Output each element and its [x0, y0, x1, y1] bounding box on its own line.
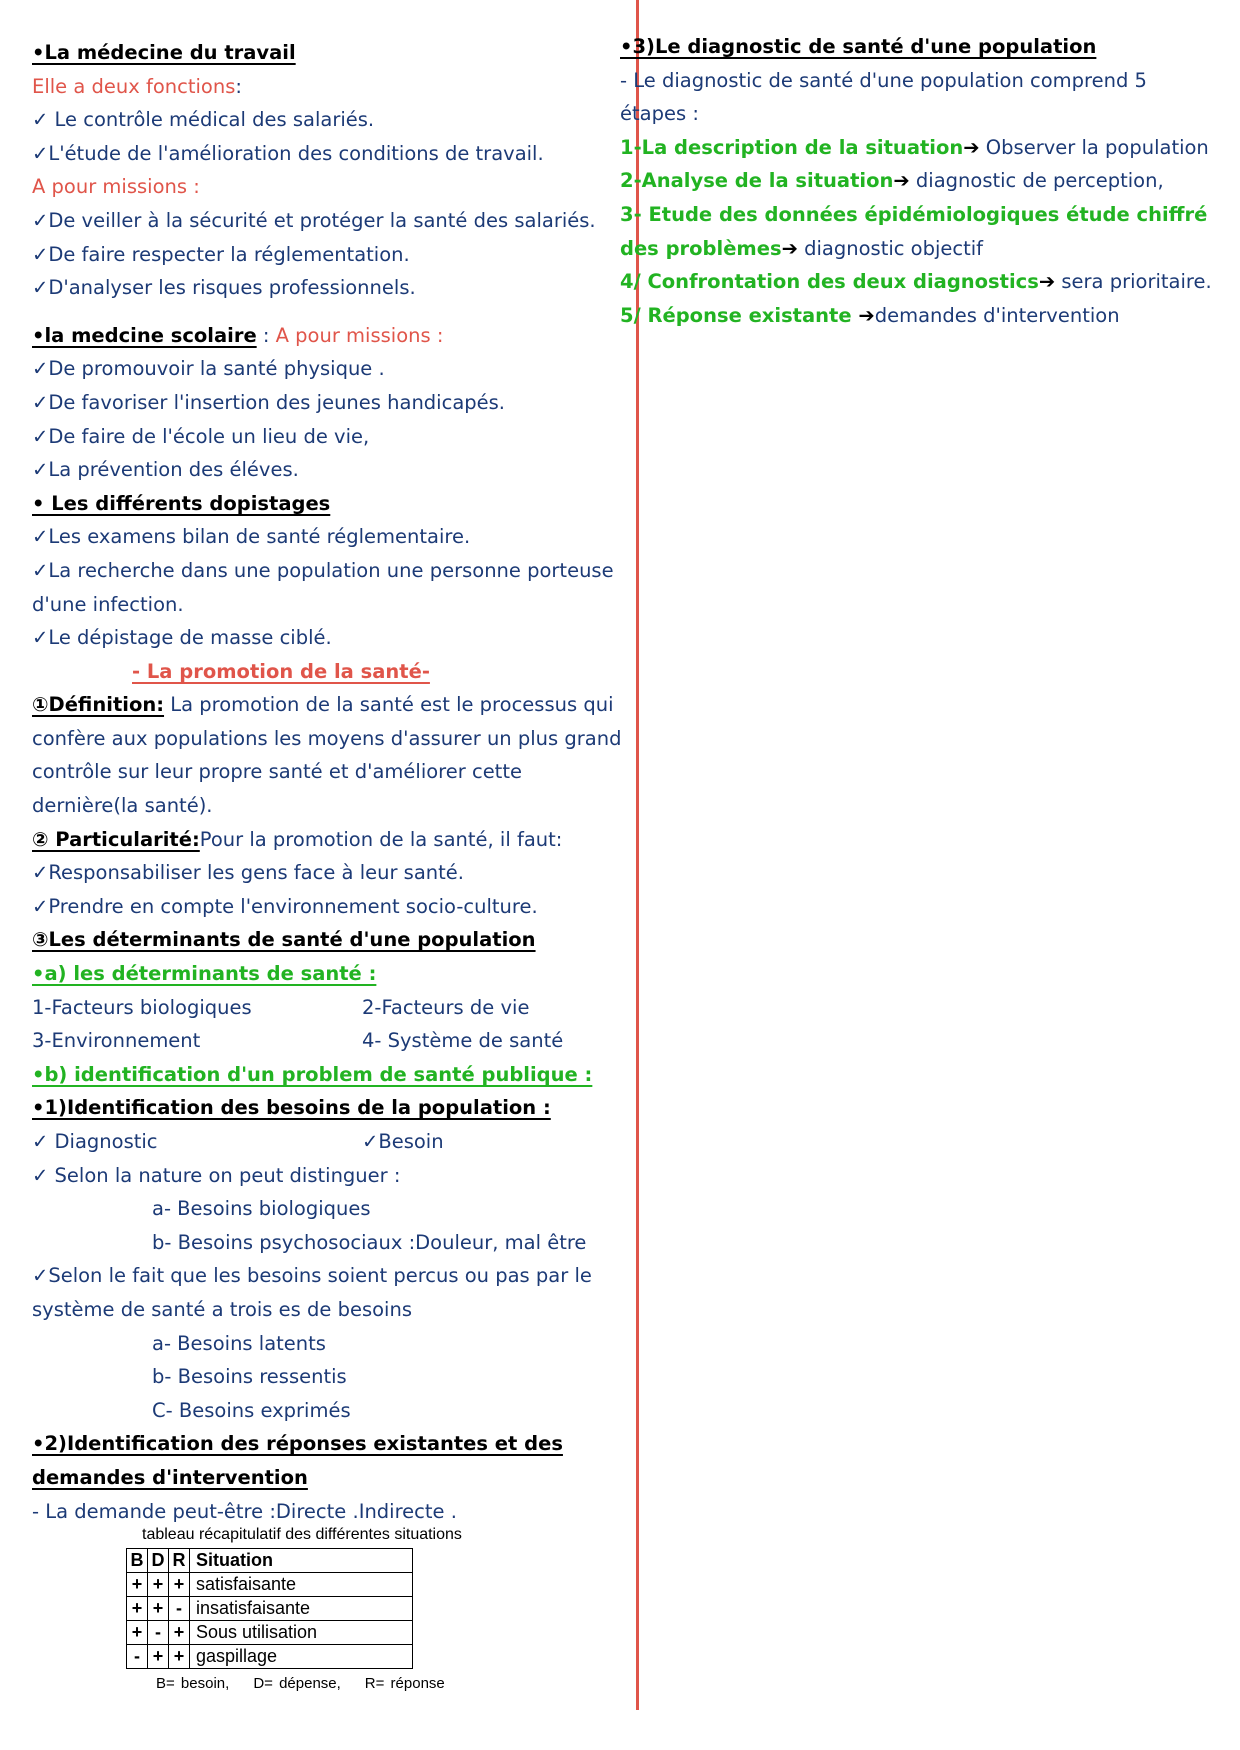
section-title [32, 319, 624, 353]
determinants-row [32, 1024, 624, 1058]
list-item: ✓De faire respecter la réglementation. [32, 242, 410, 266]
summary-table [126, 1548, 413, 1669]
section-title-text: • Les différents dopistages [32, 491, 331, 515]
promotion-heading-text: - La promotion de la santé- [132, 659, 430, 683]
arrow-icon: ➔ [893, 169, 910, 193]
table-row [127, 1621, 413, 1645]
table-header: Situation [190, 1549, 413, 1573]
step-line [620, 198, 1220, 232]
pair-item: ✓ Diagnostic [32, 1130, 158, 1153]
list-item: ✓De veiller à la sécurité et protéger la santé des salariés. [32, 208, 596, 232]
subsection-title [32, 1058, 624, 1092]
section-title [32, 923, 624, 957]
step-line [620, 265, 1220, 299]
section-title [32, 487, 624, 521]
list-item: ✓De favoriser l'insertion des jeunes handicapés. [32, 390, 506, 414]
section-title-text: •2)Identification des réponses existantes et des [32, 1432, 563, 1456]
list-item: ✓Responsabiliser les gens face à leur santé. [32, 861, 464, 885]
determinant-item: 2-Facteurs de vie [362, 995, 530, 1019]
list-item: ✓La recherche dans une population une personne porteuse [32, 558, 614, 582]
right-column [620, 30, 1220, 332]
step-label: 5/ Réponse existante [620, 303, 859, 327]
subtitle-text: Elle a deux fonctions [32, 74, 236, 98]
missions-label: A pour missions : [275, 323, 444, 347]
table-cell: + [148, 1597, 169, 1621]
list-item: d'une infection. [32, 592, 184, 616]
list-item: ✓De promouvoir la santé physique . [32, 357, 385, 381]
definition-line: contrôle sur leur propre santé et d'améliorer cette [32, 760, 522, 784]
table-cell: satisfaisante [190, 1573, 413, 1597]
list-item: - La demande peut-être :Directe .Indirecte . [32, 1499, 457, 1523]
table-caption: tableau récapitulatif des différentes situations [142, 1526, 462, 1543]
table-row [127, 1645, 413, 1669]
sub-item: a- Besoins latents [152, 1331, 326, 1355]
section-title [32, 1091, 624, 1125]
intro-line: étapes : [620, 102, 699, 126]
list-item: ✓Prendre en compte l'environnement socio-culture. [32, 894, 538, 918]
left-column [32, 36, 624, 1528]
list-item: système de santé a trois es de besoins [32, 1297, 412, 1321]
sub-item: a- Besoins biologiques [152, 1197, 371, 1221]
particularite-text: Pour la promotion de la santé, il faut: [199, 827, 563, 851]
step-label: 2-Analyse de la situation [620, 169, 894, 193]
table-cell: insatisfaisante [190, 1597, 413, 1621]
table-legend [126, 1675, 566, 1692]
step-text: demandes d'intervention [874, 303, 1120, 327]
table-cell: + [148, 1645, 169, 1669]
definition-line: confère aux populations les moyens d'assurer un plus grand [32, 726, 622, 750]
list-item: ✓ Selon la nature on peut distinguer : [32, 1163, 401, 1187]
sub-item: C- Besoins exprimés [152, 1398, 351, 1422]
particularite-line [32, 823, 624, 857]
section-title [32, 1461, 624, 1495]
list-item: ✓De faire de l'école un lieu de vie, [32, 424, 370, 448]
table-cell: + [127, 1621, 148, 1645]
definition-text: La promotion de la santé est le processus qui [164, 693, 614, 717]
legend-item: D= dépense, [253, 1675, 341, 1692]
list-item: ✓L'étude de l'amélioration des conditions de travail. [32, 141, 544, 165]
step-line [620, 164, 1220, 198]
legend-item: B= besoin, [156, 1675, 230, 1692]
list-item: ✓ Le contrôle médical des salariés. [32, 108, 375, 132]
sub-item: b- Besoins psychosociaux :Douleur, mal être [152, 1230, 587, 1254]
table-header-row [127, 1549, 413, 1573]
section-title-text: •3)Le diagnostic de santé d'une population [620, 35, 1097, 58]
intro-line: - Le diagnostic de santé d'une population comprend 5 [620, 68, 1147, 92]
subsection-title [32, 957, 624, 991]
table-row [127, 1573, 413, 1597]
step-label: 1-La description de la situation [620, 135, 964, 159]
table-cell: - [148, 1621, 169, 1645]
section-title-text: •La médecine du travail [32, 41, 296, 64]
list-item: ✓Les examens bilan de santé réglementaire. [32, 525, 471, 549]
table-cell: Sous utilisation [190, 1621, 413, 1645]
arrow-icon: ➔ [781, 236, 798, 260]
particularite-label: ② Particularité: [32, 827, 200, 851]
determinant-item: 3-Environnement [32, 1029, 201, 1053]
determinant-item: 4- Système de santé [362, 1029, 564, 1053]
step-line [620, 232, 1220, 266]
section-title [620, 30, 1220, 64]
section-title-text: demandes d'intervention [32, 1465, 308, 1489]
step-label: 3- Etude des données épidémiologiques étude chiffré [620, 202, 1208, 226]
step-label: 4/ Confrontation des deux diagnostics [620, 270, 1039, 294]
table-cell: + [127, 1573, 148, 1597]
missions-label: A pour missions : [32, 175, 200, 199]
arrow-icon: ➔ [1038, 270, 1056, 294]
table-cell: - [169, 1597, 190, 1621]
list-item: ✓Le dépistage de masse ciblé. [32, 626, 332, 650]
table-cell: gaspillage [190, 1645, 413, 1669]
table-cell: + [169, 1621, 190, 1645]
promotion-heading [32, 655, 624, 689]
section-title [32, 1427, 624, 1461]
table-cell: + [148, 1573, 169, 1597]
section-title [32, 36, 624, 70]
arrow-icon: ➔ [963, 135, 980, 159]
table-header: D [148, 1549, 169, 1573]
definition-label: ①Définition: [32, 693, 165, 717]
definition-line [32, 688, 624, 722]
subsection-title-text: •b) identification d'un problem de santé publique : [32, 1062, 593, 1086]
sub-item: b- Besoins ressentis [152, 1365, 347, 1389]
step-line [620, 131, 1220, 165]
step-text: diagnostic objectif [797, 236, 984, 260]
determinants-row [32, 991, 624, 1025]
summary-table-block [126, 1526, 566, 1692]
pair-row [32, 1125, 624, 1159]
step-text: sera prioritaire. [1055, 270, 1212, 294]
list-item: ✓D'analyser les risques professionnels. [32, 276, 416, 300]
table-row [127, 1597, 413, 1621]
section-title-text: •la medcine scolaire [32, 323, 257, 347]
section-title-text: •1)Identification des besoins de la population : [32, 1096, 551, 1120]
section-subtitle [32, 70, 624, 104]
determinant-item: 1-Facteurs biologiques [32, 995, 252, 1019]
subsection-title-text: •a) les déterminants de santé : [32, 962, 377, 986]
separator: : [256, 323, 276, 347]
table-cell: + [127, 1597, 148, 1621]
pair-item: ✓Besoin [362, 1130, 444, 1153]
legend-item: R= réponse [364, 1675, 445, 1692]
arrow-icon: ➔ [858, 303, 875, 327]
list-item: ✓Selon le fait que les besoins soient percus ou pas par le [32, 1264, 592, 1288]
step-line [620, 299, 1220, 333]
table-cell: + [169, 1573, 190, 1597]
step-text: diagnostic de perception, [909, 169, 1164, 193]
definition-line: dernière(la santé). [32, 794, 213, 818]
subtitle-colon: : [235, 74, 242, 98]
table-header: B [127, 1549, 148, 1573]
step-label: des problèmes [620, 236, 782, 260]
table-header: R [169, 1549, 190, 1573]
list-item: ✓La prévention des éléves. [32, 458, 299, 482]
section-title-text: ③Les déterminants de santé d'une population [32, 928, 536, 952]
step-text: Observer la population [979, 135, 1209, 159]
table-cell: + [169, 1645, 190, 1669]
table-cell: - [127, 1645, 148, 1669]
